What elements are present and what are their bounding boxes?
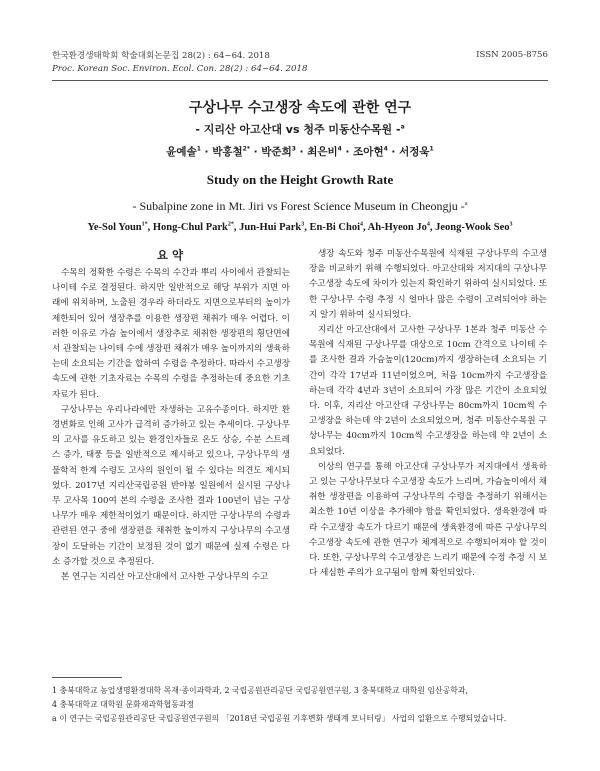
- author-ko: 윤예솔$^1$: [166, 145, 201, 158]
- abstract-right-column: [309, 247, 547, 581]
- abstract-paragraph: 본 연구는 지리산 아고산대에서 고사한 구상나무의 수고: [61, 572, 269, 583]
- issn: ISSN 2005-8756: [476, 50, 548, 60]
- author-en: Hong-Chul Park$^{2*}$: [152, 221, 234, 233]
- author-ko: 박홍철$^{2*}$: [212, 145, 250, 158]
- abstract-paragraph: 구상나무는 우리나라에만 자생하는 고유수종이다. 하지만 환경변화로 인해 고사가 급격히 증가하고 있는 추세이다. 구상나무의 고사를 유도하고 있는 환경인자들로 온도 상승, 수분 스트레스 증가, 태풍 등을 일반적으로 제시하고 있으나, 구상나무의 생물학적 한계 수령도 고사의 원인이 될 수 있다는 의견도 제시되었다. 2017년 지리산국립공원 반야봉 일원에서 실시된 구상나무 고사목 100여 본의 수령을 조사한 결과 100년이 넘는 구상나무가 매우 제한적이었기 때문이다. 하지만 구상나무의 수령과 관련된 연구 중에 생장편을 채취한 높이까지 구상나무의 수고생장이 도달하는 기간이 보정된 것이 없기 때문에 실제 수령은 다소 증가할 것으로 추정된다.: [52, 404, 290, 567]
- abstract-left-column: [52, 266, 290, 585]
- title-korean: 구상나무 수고생장 속도에 관한 연구: [188, 100, 412, 116]
- journal-citation-ko: 한국환경생태학회 학술대회논문집 28(2) : 64~64. 2018: [52, 51, 270, 61]
- author-ko: 최은비$^4$: [307, 145, 342, 158]
- subtitle-english-text: - Subalpine zone in Mt. Jiri vs Forest Science Museum in Cheongju -: [132, 199, 465, 213]
- abstract-paragraph: 지리산 아고산대에서 고사한 구상나무 1본과 청주 미동산 수목원에 식재된 구상나무를 대상으로 10cm 간격으로 나이테 수를 조사한 결과 가슴높이(120cm)까지 생장하는데 소요되는 기간이 각각 17년과 11년이었으며, 처음 10cm까지 수고생장을 하는데 각각 4년과 3년이 소요되어 가장 많은 기간이 소요되었다. 이후, 지리산 아고산대 구상나무는 80cm까지 10cm씩 수고생장을 하는데 약 2년이 소요되었으며, 청주 미동산수목원 구상나무는 40cm까지 10cm씩 수고생장을 하는데 약 2년이 소요되었다.: [309, 325, 547, 457]
- journal-citation: [52, 50, 307, 76]
- footnote-funding: a 이 연구는 국립공원관리공단 국립공원연구원의 「2018년 국립공원 기후변화 생태계 모니터링」 사업의 일환으로 수행되었습니다.: [52, 714, 507, 723]
- footnote-affiliation-4: 4 충북대학교 대학원 문화재과학협동과정: [52, 700, 195, 709]
- author-en: Ah-Hyeon Jo$^4$: [367, 221, 430, 233]
- title-english: Study on the Height Growth Rate: [206, 172, 394, 187]
- author-en: Jun-Hui Park$^3$: [239, 221, 305, 233]
- footnote-rule: [52, 677, 122, 678]
- footnotes: [52, 684, 548, 726]
- author-en: Ye-Sol Youn$^{1*}$: [87, 221, 148, 233]
- author-ko: 조아현$^4$: [353, 145, 388, 158]
- subtitle-korean: [0, 121, 600, 137]
- abstract-paragraph: 이상의 연구를 통해 아고산대 구상나무가 저지대에서 생육하고 있는 구상나무보다 수고생장 속도가 느리며, 가슴높이에서 채취한 생장편을 이용하여 구상나무의 수령을 추정하기 위해서는 최소한 10년 이상을 추가해야 함을 확인되었다. 생육환경에 따라 수고생장 속도가 다르기 때문에 생육환경에 따른 구상나무의 수고생장 속도에 관한 연구가 체계적으로 수행되어져야 할 것이다. 또한, 구상나무의 수고생장은 느리기 때문에 수정 추정 시 보다 세심한 주의가 요구됨이 함께 확인되었다.: [309, 461, 547, 579]
- subtitle-korean-mark: a: [400, 123, 405, 131]
- abstract-heading: 요 약: [156, 248, 184, 262]
- abstract-paragraph: 수목의 정확한 수령은 수목의 수간과 뿌리 사이에서 관찰되는 나이테 수로 결정된다. 하지만 일반적으로 해당 부위가 지면 아래에 위치하며, 노출된 경우라 하더라도 지면으로부터의 높이가 제한되어 있어 생장추를 이용한 생장편 채취가 매우 어렵다. 이러한 이유로 가슴 높이에서 생장추로 채취한 생장편의 횡단면에서 관찰되는 나이테 수에 생장편 채취가 매우 높이까지의 생육하는데 소요되는 기간을 합하여 수령을 추정하다. 따라서 수고생장 속도에 관한 기초자료는 수목의 수령을 추정하는데 중요한 기초자료가 된다.: [52, 268, 290, 400]
- author-ko: 박준희$^3$: [261, 145, 296, 158]
- author-ko: 서정욱$^1$: [399, 145, 434, 158]
- journal-citation-en: Proc. Korean Soc. Environ. Ecol. Con. 28(2) : 64~64. 2018: [52, 64, 308, 74]
- authors-english: Ye-Sol Youn$^{1*}$, Hong-Chul Park$^{2*}$, Jun-Hui Park$^3$, En-Bi Choi$^4$, Ah-Hyeon Jo$^4$, Jeong-Wook Seo$^3$: [87, 221, 513, 233]
- header-rule: [52, 80, 548, 81]
- author-en: Jeong-Wook Seo$^3$: [435, 221, 513, 233]
- authors-korean: 윤예솔$^1$ · 박홍철$^{2*}$ · 박준희$^3$ · 최은비$^4$ · 조아현$^4$ · 서정욱$^1$: [166, 145, 434, 158]
- subtitle-english-mark: a: [464, 201, 468, 207]
- author-en: En-Bi Choi$^4$: [309, 221, 363, 233]
- abstract-paragraph: 생장 속도와 청주 미동산수목원에 식재된 구상나무의 수고생장을 비교하기 위해 수행되었다. 아고산대와 저지대의 구상나무 수고생장 속도에 차이가 있는지 확인하기 위하여 실시되었다. 또한 구상나무 수령 추정 시 얼마나 많은 수령이 고려되어야 하는지 알기 위하여 실시되었다.: [309, 249, 547, 320]
- footnote-affiliations: 1 충북대학교 농업생명환경대학 목재·종이과학과, 2 국립공원관리공단 국립공원연구원, 3 충북대학교 대학원 임산공학과,: [52, 686, 469, 695]
- subtitle-english: [0, 199, 600, 214]
- subtitle-korean-text: - 지리산 아고산대 vs 청주 미동산수목원 -: [195, 123, 401, 136]
